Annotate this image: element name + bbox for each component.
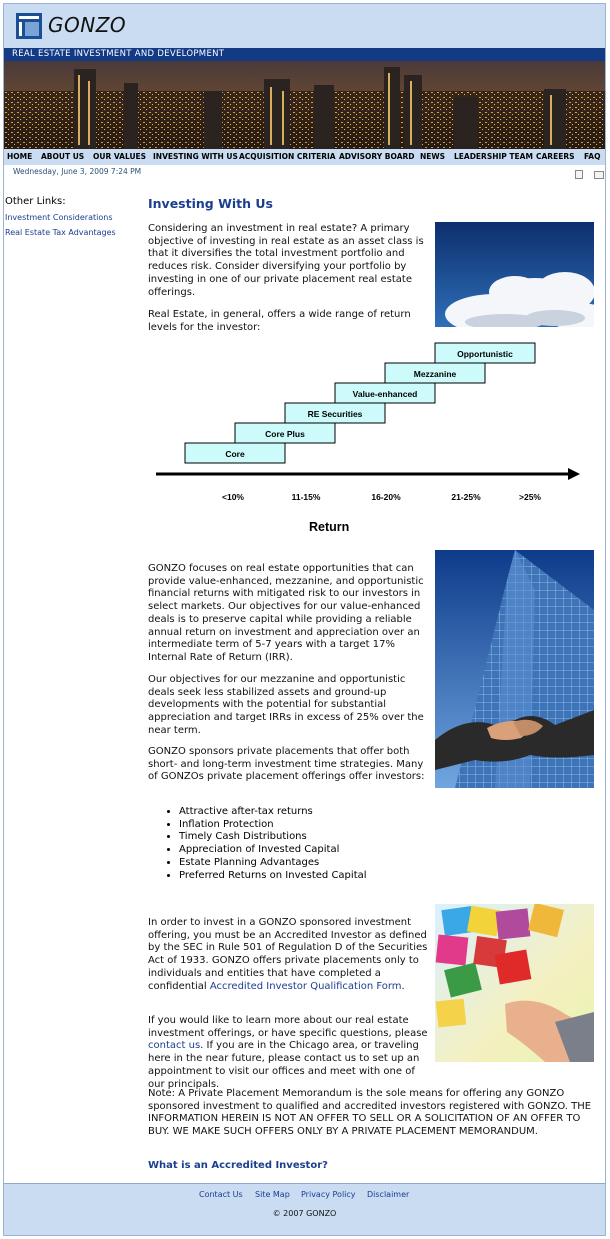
return-tick-label: <10%: [222, 492, 244, 502]
placements-paragraph: GONZO sponsors private placements that offer both short- and long-term investment time strategies. Many of GONZOs private placement offerings offer investors:: [148, 746, 425, 783]
sidebar-link-tax-advantages[interactable]: Real Estate Tax Advantages: [5, 228, 116, 237]
nav-leadership-team[interactable]: LEADERSHIP TEAM: [454, 152, 533, 161]
return-axis-arrowhead: [568, 468, 580, 480]
footer-site-map-link[interactable]: Site Map: [255, 1190, 290, 1199]
email-icon[interactable]: [594, 171, 604, 179]
return-tick-label: >25%: [519, 492, 541, 502]
nav-about-us[interactable]: ABOUT US: [41, 152, 85, 161]
footer-privacy-policy-link[interactable]: Privacy Policy: [301, 1190, 356, 1199]
return-tick-label: 11-15%: [291, 492, 321, 502]
return-levels-diagram: [144, 334, 589, 540]
return-tick-label: 21-25%: [451, 492, 481, 502]
other-links-heading: Other Links:: [5, 196, 66, 207]
footer-disclaimer-link[interactable]: Disclaimer: [367, 1190, 410, 1199]
nav-investing-with-us[interactable]: INVESTING WITH US: [153, 152, 238, 161]
list-item: • Timely Cash Distributions: [179, 831, 367, 844]
print-icon[interactable]: [575, 170, 583, 179]
nav-careers[interactable]: CAREERS: [536, 152, 575, 161]
return-levels-paragraph: Real Estate, in general, offers a wide range of return levels for the investor:: [148, 309, 411, 333]
nav-our-values[interactable]: OUR VALUES: [93, 152, 147, 161]
page-title: Investing With Us: [148, 196, 273, 211]
step-label: RE Securities: [307, 409, 363, 419]
current-date: Wednesday, June 3, 2009 7:24 PM: [13, 167, 142, 176]
list-item: • Attractive after-tax returns: [179, 806, 367, 819]
copyright: © 2007 GONZO: [272, 1209, 337, 1218]
header: [4, 4, 605, 48]
sidebar-link-investment-considerations[interactable]: Investment Considerations: [5, 213, 113, 222]
nav-advisory-board[interactable]: ADVISORY BOARD: [339, 152, 415, 161]
logo-icon[interactable]: [16, 13, 42, 39]
accredited-form-link[interactable]: Accredited Investor Qualification Form: [209, 980, 402, 992]
list-item: • Preferred Returns on Invested Capital: [179, 870, 367, 883]
step-label: Value-enhanced: [352, 389, 418, 399]
list-item: • Appreciation of Invested Capital: [179, 844, 367, 857]
return-axis-label: Return: [309, 520, 350, 534]
learn-more-paragraph: If you would like to learn more about our real estate investment offerings, or have specific questions, please contact us. If you are in the Chicago area, or traveling here in the near future, please contact us to set up an appointment to visit our offices and meet with one of our principals.: [148, 1015, 428, 1090]
nav-acquisition-criteria[interactable]: ACQUISITION CRITERIA: [239, 152, 336, 161]
benefits-list: [179, 806, 367, 882]
list-item: • Inflation Protection: [179, 819, 367, 832]
tagline: REAL ESTATE INVESTMENT AND DEVELOPMENT: [4, 48, 605, 61]
nav-news[interactable]: NEWS: [420, 152, 446, 161]
disclaimer-note: Note: A Private Placement Memorandum is the sole means for offering any GONZO sponsored investment to qualified and accredited investors registered with GONZO. THE INFORMATION HEREIN IS NOT AN OFFER TO SELL OR A SOLICITATION OF AN OFFER TO BUY. WE MAKE SUCH OFFERS ONLY BY A PRIVATE PLACEMENT MEMORANDUM.: [148, 1088, 592, 1138]
contact-us-link[interactable]: contact us: [148, 1040, 201, 1052]
step-label: Mezzanine: [413, 369, 457, 379]
main-nav: [4, 149, 605, 165]
step-label: Core Plus: [265, 429, 305, 439]
puzzle-hand-image: [435, 904, 594, 1062]
objectives-paragraph: Our objectives for our mezzanine and opportunistic deals seek less stabilized assets and ground-up developments with the potential for substantial appreciation and target IRRs in excess of 25% over the near term.: [148, 674, 424, 736]
city-skyline-banner: [4, 61, 605, 149]
accredited-investor-question-link[interactable]: What is an Accredited Investor?: [148, 1160, 328, 1171]
footer-contact-us-link[interactable]: Contact Us: [199, 1190, 243, 1199]
intro-paragraph: Considering an investment in real estate? A primary objective of investing in real estate as an asset class is that it diversifies the total investment portfolio and reduces risk. Consider diversifying your portfolio by investing in one of our private placement real estate offerings.: [148, 223, 424, 298]
return-tick-label: 16-20%: [371, 492, 401, 502]
step-label: Opportunistic: [457, 349, 513, 359]
list-item: • Estate Planning Advantages: [179, 857, 367, 870]
focus-paragraph: GONZO focuses on real estate opportunities that can provide value-enhanced, mezzanine, and opportunistic financial returns with mitigated risk to our investors in select markets. Our objectives for our value-enhanced deals is to preserve capital while providing a reliable annual return on investment and appreciation over an intermediate term of 5-7 years with a target 17% Internal Rate of Return (IRR).: [148, 563, 424, 663]
logo-text[interactable]: GONZO: [48, 13, 127, 37]
cloud-sky-image: [435, 222, 594, 327]
accredited-paragraph: In order to invest in a GONZO sponsored investment offering, you must be an Accredited Investor as defined by the SEC in Rule 501 of Regulation D of the Securities Act of 1933. GONZO offers private placements only to individuals and entities that have completed a confidential Accredited Investor Qualification Form.: [148, 917, 428, 992]
nav-faq[interactable]: FAQ: [584, 152, 601, 161]
building-handshake-image: [435, 550, 594, 788]
nav-home[interactable]: HOME: [7, 152, 33, 161]
step-label: Core: [225, 449, 245, 459]
